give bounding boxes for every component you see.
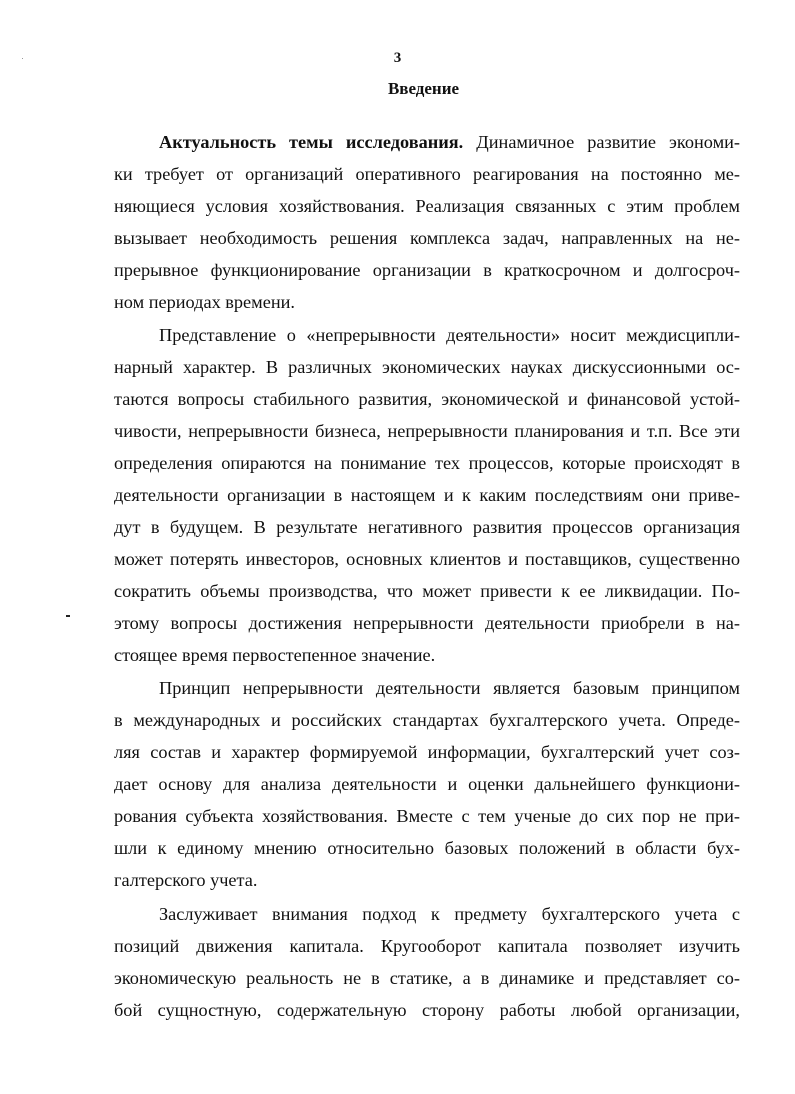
- paragraph-3-line-3: ляя состав и характер формируемой информации, бухгалтерский учет соз-: [114, 742, 740, 762]
- paragraph-3-line-6: шли к единому мнению относительно базовых положений в области бух-: [114, 838, 740, 858]
- paragraph-2-line-8: может потерять инвесторов, основных клиентов и поставщиков, существенно: [114, 549, 740, 569]
- paragraph-1-first-line-rest: Динамичное развитие экономи-: [463, 132, 740, 152]
- paragraph-1-line-1: [159, 131, 740, 153]
- section-heading: Введение: [387, 79, 460, 98]
- paragraph-4-line-2: позиций движения капитала. Кругооборот капитала позволяет изучить: [114, 936, 740, 956]
- paragraph-3-line-2: в международных и российских стандартах бухгалтерского учета. Опреде-: [114, 710, 740, 730]
- paragraph-4-line-4: бой сущностную, содержательную сторону работы любой организации,: [114, 1000, 740, 1020]
- paragraph-4-line-1: Заслуживает внимания подход к предмету бухгалтерского учета с: [159, 904, 740, 924]
- paragraph-3-line-4: дает основу для анализа деятельности и оценки дальнейшего функциони-: [114, 774, 740, 794]
- paragraph-2-line-10: этому вопросы достижения непрерывности деятельности приобрели в на-: [114, 613, 740, 633]
- paragraph-1-line-3: няющиеся условия хозяйствования. Реализация связанных с этим проблем: [114, 196, 740, 216]
- paragraph-1-lead: Актуальность темы исследования.: [159, 132, 464, 152]
- paragraph-2-line-9: сократить объемы производства, что может привести к ее ликвидации. По-: [114, 581, 740, 601]
- paragraph-2-line-4: чивости, непрерывности бизнеса, непрерывности планирования и т.п. Все эти: [114, 421, 740, 441]
- paragraph-2-line-7: дут в будущем. В результате негативного развития процессов организация: [114, 517, 740, 537]
- paragraph-2-line-6: деятельности организации в настоящем и к каким последствиям они приве-: [114, 485, 740, 505]
- paragraph-3-line-7: галтерского учета.: [114, 870, 258, 890]
- paragraph-2-line-5: определения опираются на понимание тех процессов, которые происходят в: [114, 453, 740, 473]
- paragraph-2-line-2: нарный характер. В различных экономических науках дискуссионными ос-: [114, 357, 740, 377]
- paragraph-3-line-1: Принцип непрерывности деятельности является базовым принципом: [159, 678, 740, 698]
- margin-mark: [66, 615, 70, 617]
- paragraph-1-line-2: ки требует от организаций оперативного реагирования на постоянно ме-: [114, 164, 740, 184]
- paragraph-2-line-3: таются вопросы стабильного развития, экономической и финансовой устой-: [114, 389, 740, 409]
- paragraph-2-line-1: Представление о «непрерывности деятельности» носит междисципли-: [159, 325, 740, 345]
- paragraph-1-line-4: вызывает необходимость решения комплекса задач, направленных на не-: [114, 228, 740, 248]
- paragraph-3-line-5: рования субъекта хозяйствования. Вместе с тем ученые до сих пор не при-: [114, 806, 740, 826]
- page-number: 3: [393, 50, 402, 66]
- paragraph-2-line-11: стоящее время первостепенное значение.: [114, 645, 436, 665]
- paragraph-4-line-3: экономическую реальность не в статике, а в динамике и представляет со-: [114, 968, 740, 988]
- paragraph-1-line-6: ном периодах времени.: [114, 292, 295, 312]
- paragraph-1-line-5: прерывное функционирование организации в краткосрочном и долгосроч-: [114, 260, 740, 280]
